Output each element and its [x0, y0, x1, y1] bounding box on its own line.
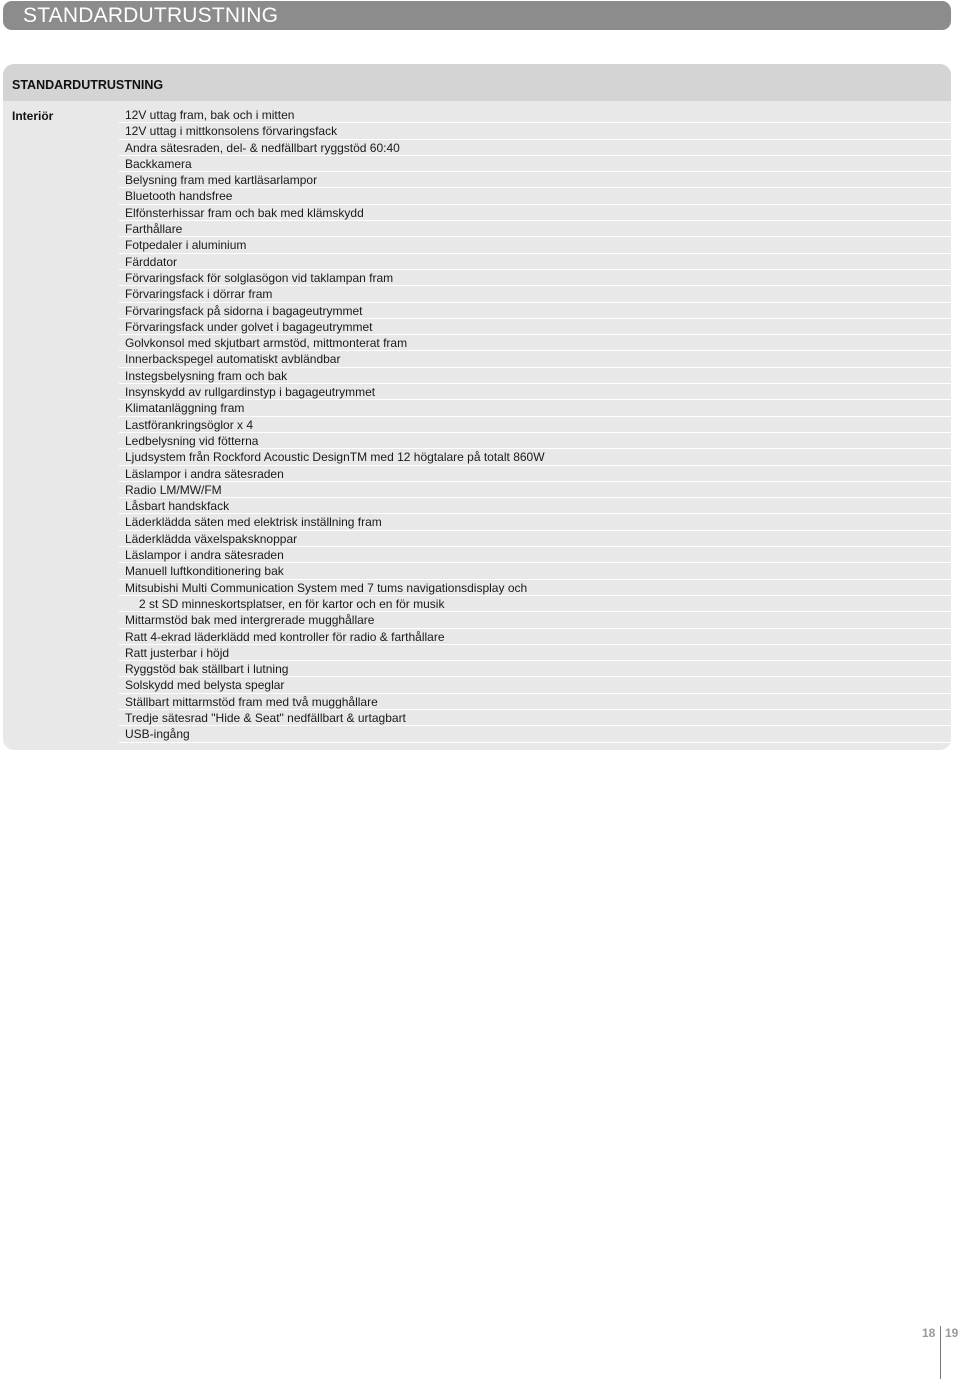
list-item: Förvaringsfack under golvet i bagageutrymmet	[119, 319, 951, 335]
list-item: USB-ingång	[119, 726, 951, 742]
panel-header	[3, 64, 951, 101]
list-item: Förvaringsfack för solglasögon vid taklampan fram	[119, 270, 951, 286]
list-item: Ljudsystem från Rockford Acoustic DesignTM med 12 högtalare på totalt 860W	[119, 449, 951, 465]
list-item: Backkamera	[119, 156, 951, 172]
page-divider	[940, 1326, 941, 1379]
list-item: Mittarmstöd bak med intergrerade mugghållare	[119, 612, 951, 628]
list-item: Bluetooth handsfree	[119, 188, 951, 204]
page-title: STANDARDUTRUSTNING	[23, 4, 279, 27]
list-item: Innerbackspegel automatiskt avbländbar	[119, 351, 951, 367]
list-item: Förvaringsfack på sidorna i bagageutrymmet	[119, 303, 951, 319]
list-item: Manuell luftkonditionering bak	[119, 563, 951, 579]
list-item: Låsbart handskfack	[119, 498, 951, 514]
equipment-list	[119, 107, 951, 743]
list-item: Instegsbelysning fram och bak	[119, 368, 951, 384]
category-label: Interiör	[12, 109, 54, 123]
list-item: Tredje sätesrad "Hide & Seat" nedfällbart & urtagbart	[119, 710, 951, 726]
section-title: STANDARDUTRUSTNING	[12, 78, 164, 92]
page-number-right: 19	[945, 1326, 959, 1340]
equipment-panel	[3, 64, 951, 750]
header-bar	[3, 1, 951, 30]
list-item: Insynskydd av rullgardinstyp i bagageutrymmet	[119, 384, 951, 400]
list-item: Klimatanläggning fram	[119, 400, 951, 416]
list-item: 2 st SD minneskortsplatser, en för kartor och en för musik	[119, 596, 951, 612]
list-item: Golvkonsol med skjutbart armstöd, mittmonterat fram	[119, 335, 951, 351]
list-item: Fotpedaler i aluminium	[119, 237, 951, 253]
list-item: 12V uttag fram, bak och i mitten	[119, 107, 951, 123]
list-item: Belysning fram med kartläsarlampor	[119, 172, 951, 188]
list-item: Ledbelysning vid fötterna	[119, 433, 951, 449]
list-item: Andra sätesraden, del- & nedfällbart ryggstöd 60:40	[119, 140, 951, 156]
list-item: Solskydd med belysta speglar	[119, 677, 951, 693]
list-item: Förvaringsfack i dörrar fram	[119, 286, 951, 302]
list-item: Läslampor i andra sätesraden	[119, 466, 951, 482]
list-item: Elfönsterhissar fram och bak med klämskydd	[119, 205, 951, 221]
list-item: 12V uttag i mittkonsolens förvaringsfack	[119, 123, 951, 139]
list-item: Läslampor i andra sätesraden	[119, 547, 951, 563]
list-item: Ratt 4-ekrad läderklädd med kontroller för radio & farthållare	[119, 629, 951, 645]
list-item: Ratt justerbar i höjd	[119, 645, 951, 661]
list-item: Farthållare	[119, 221, 951, 237]
page-number-left: 18	[922, 1326, 936, 1340]
list-item: Lastförankringsöglor x 4	[119, 417, 951, 433]
list-item: Ställbart mittarmstöd fram med två mugghållare	[119, 694, 951, 710]
list-item: Läderklädda växelspaksknoppar	[119, 531, 951, 547]
list-item: Färddator	[119, 254, 951, 270]
list-item: Radio LM/MW/FM	[119, 482, 951, 498]
list-item: Läderklädda säten med elektrisk inställning fram	[119, 514, 951, 530]
list-item: Mitsubishi Multi Communication System med 7 tums navigationsdisplay och	[119, 580, 951, 596]
list-item: Ryggstöd bak ställbart i lutning	[119, 661, 951, 677]
